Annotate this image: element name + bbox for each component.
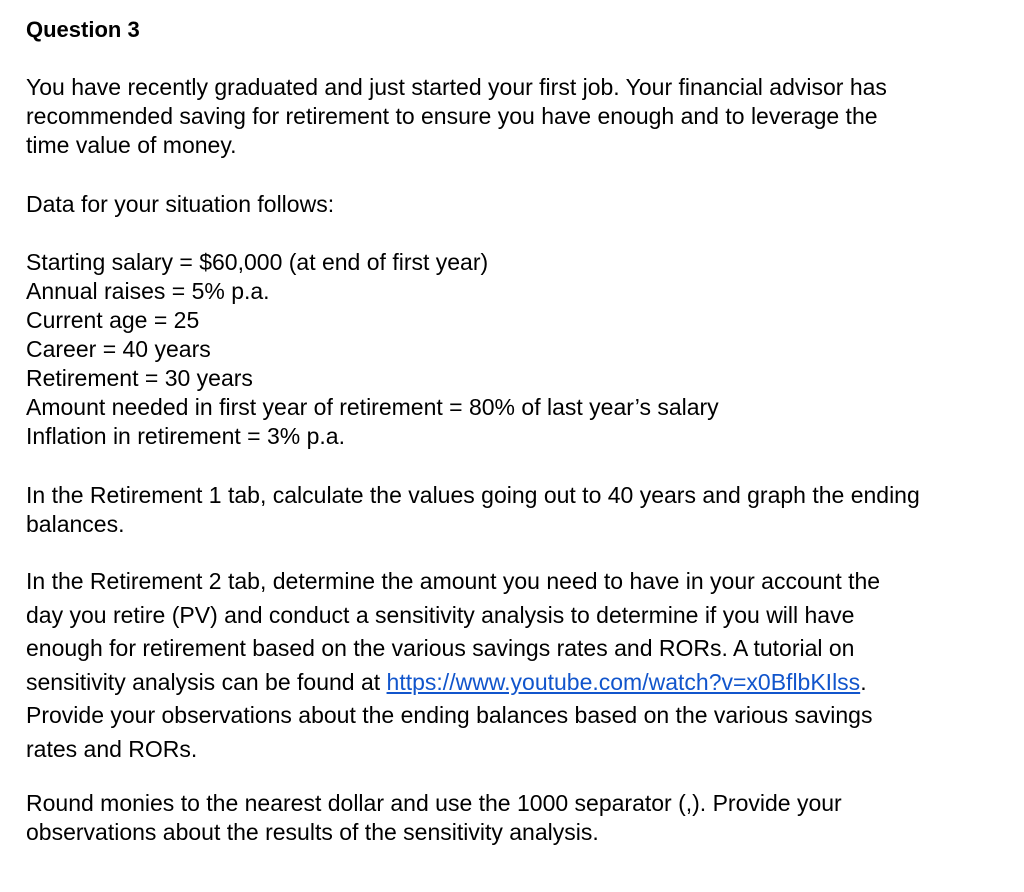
fact-inflation: Inflation in retirement = 3% p.a. xyxy=(26,423,345,449)
rounding-line: Round monies to the nearest dollar and use the 1000 separator (,). Provide your xyxy=(26,790,842,816)
retirement2-line: enough for retirement based on the various savings rates and RORs. A tutorial on xyxy=(26,635,855,661)
retirement2-link-line xyxy=(26,666,880,700)
intro-line: time value of money. xyxy=(26,132,237,158)
retirement1-line: balances. xyxy=(26,511,125,537)
fact-career: Career = 40 years xyxy=(26,336,211,362)
fact-annual-raises: Annual raises = 5% p.a. xyxy=(26,278,270,304)
fact-retirement: Retirement = 30 years xyxy=(26,365,253,391)
fact-starting-salary: Starting salary = $60,000 (at end of first year) xyxy=(26,249,489,275)
retirement1-paragraph xyxy=(26,481,920,539)
link-prefix-text: sensitivity analysis can be found at xyxy=(26,668,387,695)
data-intro-paragraph xyxy=(26,190,334,219)
retirement1-line: In the Retirement 1 tab, calculate the values going out to 40 years and graph the ending xyxy=(26,482,920,508)
youtube-tutorial-link[interactable]: https://www.youtube.com/watch?v=x0BflbKIlss xyxy=(386,668,861,695)
retirement2-paragraph xyxy=(26,565,880,766)
fact-amount-needed: Amount needed in first year of retirement = 80% of last year’s salary xyxy=(26,394,719,420)
link-suffix-text: . xyxy=(860,668,867,695)
intro-line: You have recently graduated and just started your first job. Your financial advisor has xyxy=(26,74,887,100)
question-title: Question 3 xyxy=(26,17,140,42)
rounding-paragraph xyxy=(26,789,842,847)
retirement2-line: day you retire (PV) and conduct a sensitivity analysis to determine if you will have xyxy=(26,601,855,628)
facts-list xyxy=(26,248,719,451)
retirement2-line: Provide your observations about the ending balances based on the various savings xyxy=(26,702,873,728)
data-intro-line: Data for your situation follows: xyxy=(26,191,335,217)
retirement2-line: rates and RORs. xyxy=(26,735,198,762)
intro-paragraph xyxy=(26,73,887,160)
retirement2-line: In the Retirement 2 tab, determine the amount you need to have in your account the xyxy=(26,568,881,594)
fact-current-age: Current age = 25 xyxy=(26,307,200,333)
intro-line: recommended saving for retirement to ensure you have enough and to leverage the xyxy=(26,103,878,129)
rounding-line: observations about the results of the sensitivity analysis. xyxy=(26,819,599,845)
